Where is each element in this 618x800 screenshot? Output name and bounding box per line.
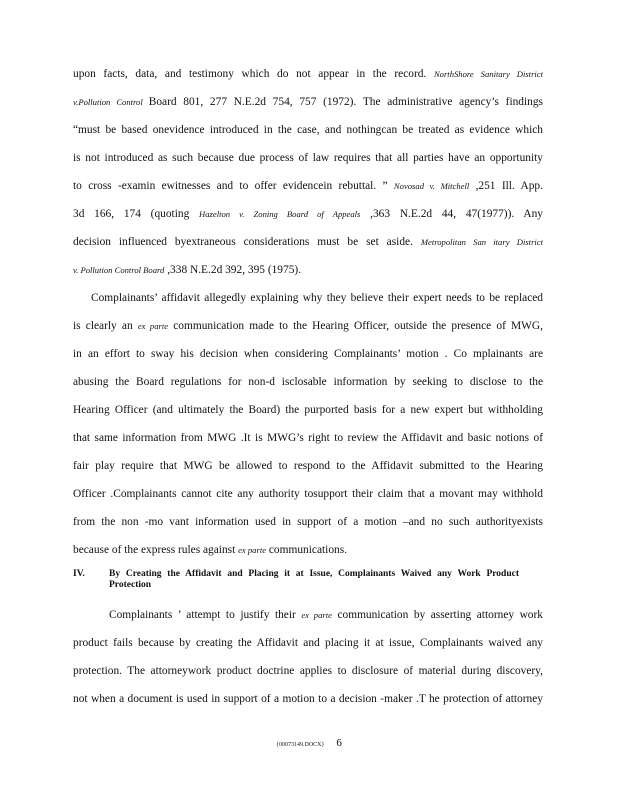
text-line — [73, 459, 543, 473]
line-text: from the non -mo vant information used in support of a motion –and no such authorityexists — [73, 516, 543, 528]
text-line — [73, 543, 543, 557]
text-line — [73, 692, 543, 706]
text-line — [73, 151, 543, 165]
line-text: Officer .Complainants cannot cite any authority tosupport their claim that a movant may withhold — [73, 488, 543, 500]
line-text: ,338 N.E.2d 392, 395 (1975). — [164, 264, 302, 276]
line-text: abusing the Board regulations for non-d isclosable information by seeking to disclose to the — [73, 376, 543, 388]
line-text: ,251 Ill. App. — [469, 180, 543, 192]
text-line — [73, 636, 543, 650]
line-text: “must be based onevidence introduced in the case, and nothingcan be treated as evidence which — [73, 124, 543, 136]
section-number: IV. — [73, 569, 85, 579]
line-text: protection. The attorneywork product doctrine applies to disclosure of material during discovery, — [73, 665, 543, 677]
italic-citation: ex parte — [137, 321, 169, 331]
text-line — [73, 319, 543, 333]
page-number: 6 — [336, 737, 342, 749]
text-line — [73, 431, 543, 445]
italic-citation: Hazelton v. Zoning Board of Appeals — [199, 209, 361, 219]
line-text: not when a document is used in support of a motion to a decision -maker .T he protection of attorney — [73, 693, 543, 705]
italic-citation: ex parte — [301, 610, 332, 620]
line-text: ,363 N.E.2d 44, 47(1977)). Any — [360, 208, 543, 220]
text-line — [73, 263, 543, 277]
line-text: Board 801, 277 N.E.2d 754, 757 (1972). The administrative agency’s findings — [148, 96, 543, 108]
italic-citation: v. Pollution Control Board — [73, 265, 165, 275]
line-text: that same information from MWG .It is MWG’s right to review the Affidavit and basic notions of — [73, 432, 543, 444]
text-line — [73, 67, 543, 81]
italic-citation: NorthShore Sanitary District — [433, 69, 544, 79]
text-line — [73, 664, 543, 678]
text-line — [73, 375, 543, 389]
page-footer — [0, 737, 618, 749]
line-text: Complainants’ affidavit allegedly explaining why they believe their expert needs to be replaced — [91, 292, 543, 304]
text-line — [73, 207, 543, 221]
text-line — [109, 608, 543, 622]
text-line — [73, 347, 543, 361]
line-text: Hearing Officer (and ultimately the Board) the purported basis for a new expert but withholding — [73, 404, 543, 416]
line-text: is clearly an — [73, 320, 138, 332]
italic-citation: Metropolitan San itary District — [420, 237, 544, 247]
italic-citation: v.Pollution Control — [73, 97, 149, 107]
italic-citation: Novosad v. Mitchell — [393, 181, 470, 191]
line-text: communication by asserting attorney work — [331, 609, 543, 621]
line-text: 3d 166, 174 (quoting — [73, 208, 200, 220]
text-line — [73, 235, 543, 249]
line-text: Complainants ’ attempt to justify their — [109, 609, 302, 621]
line-text: to cross -examin ewitnesses and to offer evidencein rebuttal. ” — [73, 180, 394, 192]
text-line — [73, 403, 543, 417]
text-line — [73, 95, 543, 109]
section-title: By Creating the Affidavit and Placing it at Issue, Complainants Waived any Work Product Protection — [109, 569, 519, 590]
line-text: fair play require that MWG be allowed to respond to the Affidavit submitted to the Hearing — [73, 460, 543, 472]
line-text: upon facts, data, and testimony which do not appear in the record. — [73, 68, 434, 80]
italic-citation: ex parte — [238, 545, 267, 555]
line-text: communications. — [266, 544, 348, 556]
line-text: because of the express rules against — [73, 544, 239, 556]
text-line — [73, 515, 543, 529]
line-text: product fails because by creating the Affidavit and placing it at issue, Complainants waived any — [73, 637, 543, 649]
text-line — [91, 291, 543, 305]
line-text: decision influenced byextraneous considerations must be set aside. — [73, 236, 421, 248]
text-line — [73, 123, 543, 137]
line-text: in an effort to sway his decision when considering Complainants’ motion . Co mplainants are — [73, 348, 543, 360]
line-text: is not introduced as such because due process of law requires that all parties have an opportunity — [73, 152, 543, 164]
text-line — [73, 487, 543, 501]
line-text: communication made to the Hearing Officer, outside the presence of MWG, — [168, 320, 543, 332]
text-line — [73, 179, 543, 193]
document-id: {00073149.DOCX} — [276, 742, 325, 748]
